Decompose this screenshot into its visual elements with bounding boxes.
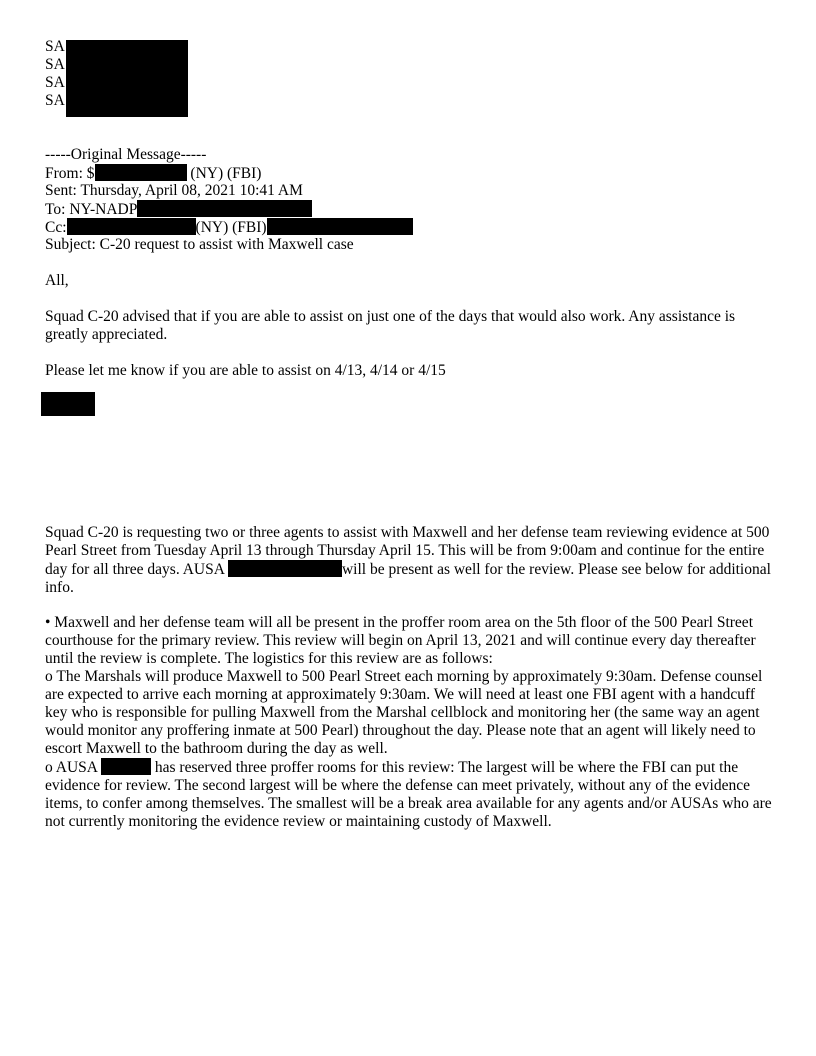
from-prefix: From: $: [45, 165, 95, 182]
cc-suffix: (NY) (FBI): [195, 219, 267, 236]
cc-prefix: Cc:: [45, 219, 67, 236]
redaction-block: [67, 218, 196, 235]
sa-line: SA: [45, 92, 65, 109]
request-text: Squad C-20 is requesting two or three agents to assist with Maxwell and her defense team reviewing evidence at 500 Pearl Street from Tuesday April 13 through Thursday April 15. This will be from 9:00am and continue for the entire day for all three days. AUSA: [45, 524, 770, 578]
redaction-block: [267, 218, 413, 235]
sub-item-start: o AUSA: [45, 759, 101, 776]
message-separator: -----Original Message-----: [45, 146, 207, 163]
request-text-end: will be present as well for the review. Please see below for additional info.: [45, 561, 771, 596]
sa-line: SA: [45, 38, 65, 55]
sent-line: Sent: Thursday, April 08, 2021 10:41 AM: [45, 182, 303, 199]
signature-redaction: [41, 392, 95, 416]
sub-item: [45, 758, 780, 831]
from-suffix: (NY) (FBI): [186, 165, 262, 182]
redaction-block: [95, 164, 187, 181]
bullet-paragraph: • Maxwell and her defense team will all be present in the proffer room area on the 5th floor of the 500 Pearl Street courthouse for the primary review. This review will begin on April 13, 2021 and will continue every day thereafter until the review is complete. The logistics for this review are as follows:: [45, 614, 756, 667]
redaction-block: [228, 560, 342, 577]
greeting: All,: [45, 272, 69, 289]
redaction-block: [66, 40, 188, 117]
to-line: [45, 200, 312, 219]
redaction-block: [137, 200, 312, 217]
sa-line: SA: [45, 56, 65, 73]
to-text: To: NY-NADP: [45, 201, 138, 218]
sub-item-end: has reserved three proffer rooms for this review: The largest will be where the FBI can put the evidence for review. The second largest will be where the defense can meet privately, without any of the evidence items, to confer among themselves. The smallest will be a break area available for any agents and/or AUSAs who are not currently monitoring the evidence review or maintaining custody of Maxwell.: [45, 759, 772, 830]
sa-line: SA: [45, 74, 65, 91]
subject-line: Subject: C-20 request to assist with Maxwell case: [45, 236, 354, 253]
redaction-block: [101, 758, 151, 775]
sub-item: o The Marshals will produce Maxwell to 500 Pearl Street each morning by approximately 9:30am. Defense counsel are expected to arrive each morning at approximately 9:30am. We will need at least one FBI agent with a handcuff key who is responsible for pulling Maxwell from the Marshal cellblock and monitoring her (the same way an agent would monitor any proffering inmate at 500 Pearl) throughout the day. Please note that an agent will likely need to escort Maxwell to the bathroom during the day as well.: [45, 668, 763, 757]
body-paragraph: Please let me know if you are able to assist on 4/13, 4/14 or 4/15: [45, 362, 446, 379]
from-line: [45, 164, 261, 183]
body-paragraph: Squad C-20 advised that if you are able to assist on just one of the days that would also work. Any assistance is greatly appreciated.: [45, 308, 736, 343]
request-paragraph: [45, 524, 780, 597]
cc-line: [45, 218, 413, 237]
